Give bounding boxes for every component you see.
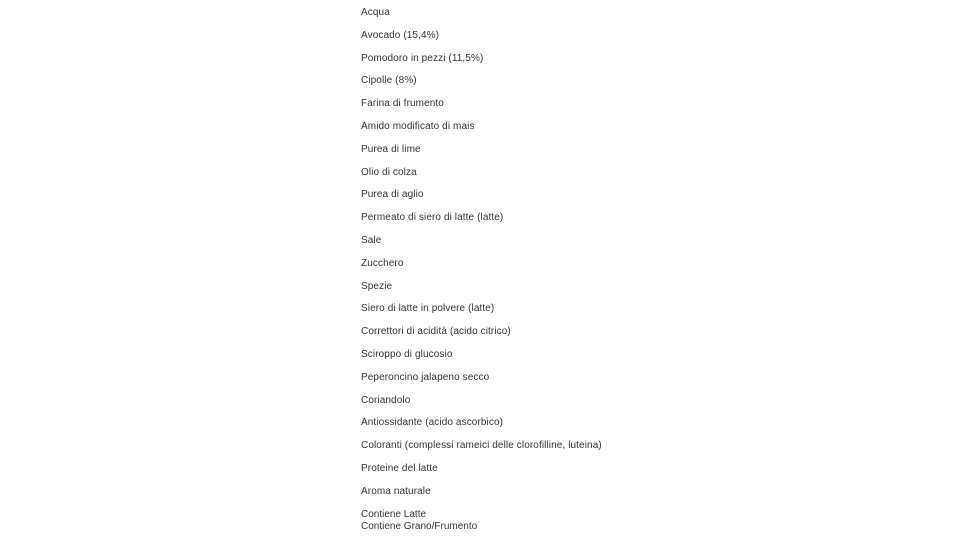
ingredient-item: Amido modificato di mais [361, 120, 475, 132]
ingredient-item: Correttori di acidità (acido citrico) [361, 326, 511, 338]
ingredient-item: Aroma naturale [361, 485, 431, 497]
ingredient-item: Peperoncino jalapeno secco [361, 371, 490, 383]
ingredient-item: Acqua [361, 7, 390, 18]
ingredient-item: Spezie [361, 280, 393, 292]
ingredients-list [361, 7, 602, 509]
ingredient-item: Sale [361, 234, 382, 246]
ingredient-item: Cipolle (8%) [361, 75, 417, 87]
ingredient-item: Siero di latte in polvere (latte) [361, 303, 495, 315]
ingredient-item: Olio di colza [361, 166, 417, 178]
ingredient-item: Coloranti (complessi rameici delle clorofilline, luteina) [361, 440, 602, 452]
ingredient-item: Proteine del latte [361, 462, 438, 474]
allergen-statement [361, 509, 477, 532]
ingredient-item: Antiossidante (acido ascorbico) [361, 417, 504, 429]
ingredient-item: Farina di frumento [361, 98, 444, 110]
allergen-milk: Contiene Latte [361, 509, 427, 520]
ingredient-item: Sciroppo di glucosio [361, 348, 453, 360]
ingredient-item: Permeato di siero di latte (latte) [361, 212, 504, 224]
ingredient-item: Coriandolo [361, 394, 411, 406]
ingredient-item: Pomodoro in pezzi (11,5%) [361, 52, 484, 64]
ingredient-item: Zucchero [361, 257, 404, 269]
ingredient-item: Avocado (15,4%) [361, 29, 440, 41]
ingredient-item: Purea di aglio [361, 189, 424, 201]
ingredient-item: Purea di lime [361, 143, 421, 155]
allergen-wheat: Contiene Grano/Frumento [361, 520, 478, 532]
